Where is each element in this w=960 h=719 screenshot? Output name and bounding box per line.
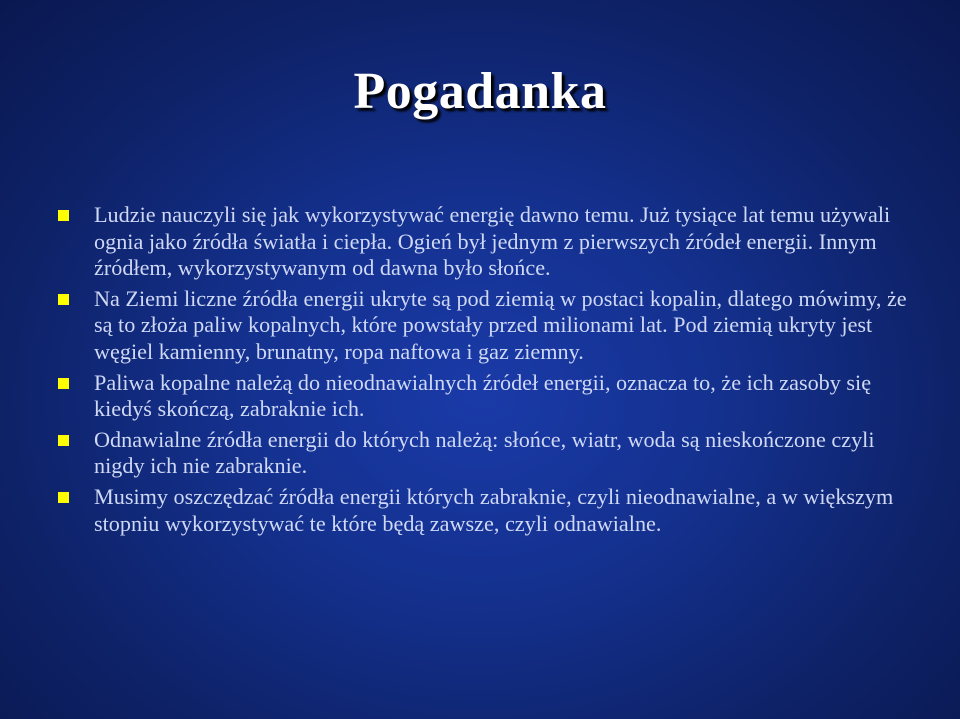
bullet-item [58, 370, 908, 423]
bullet-list [58, 202, 908, 541]
bullet-item [58, 484, 908, 537]
yellow-square-bullet-icon [58, 210, 69, 221]
bullet-text: Paliwa kopalne należą do nieodnawialnych źródeł energii, oznacza to, że ich zasoby się kiedyś skończą, zabraknie ich. [94, 369, 872, 422]
bullet-text: Ludzie nauczyli się jak wykorzystywać energię dawno temu. Już tysiące lat temu używali ognia jako źródła światła i ciepła. Ogień był jednym z pierwszych źródeł energii. Innym źródłem, wykorzystywanym od dawna było słońce. [94, 202, 891, 281]
bullet-item [58, 427, 908, 480]
yellow-square-bullet-icon [58, 492, 69, 503]
bullet-text: Odnawialne źródła energii do których należą: słońce, wiatr, woda są nieskończone czyli nigdy ich nie zabraknie. [94, 426, 875, 479]
yellow-square-bullet-icon [58, 378, 69, 389]
bullet-text: Musimy oszczędzać źródła energii których zabraknie, czyli nieodnawialne, a w większym stopniu wykorzystywać te które będą zawsze, czyli odnawialne. [94, 483, 894, 536]
yellow-square-bullet-icon [58, 435, 69, 446]
bullet-item [58, 286, 908, 366]
bullet-text: Na Ziemi liczne źródła energii ukryte są pod ziemią w postaci kopalin, dlatego mówimy, że są to złoża paliw kopalnych, które powstały przed milionami lat. Pod ziemią ukryty jest węgiel kamienny, brunatny, ropa naftowa i gaz ziemny. [94, 285, 907, 364]
slide-title: Pogadanka [353, 63, 607, 120]
bullet-item [58, 202, 908, 282]
yellow-square-bullet-icon [58, 294, 69, 305]
